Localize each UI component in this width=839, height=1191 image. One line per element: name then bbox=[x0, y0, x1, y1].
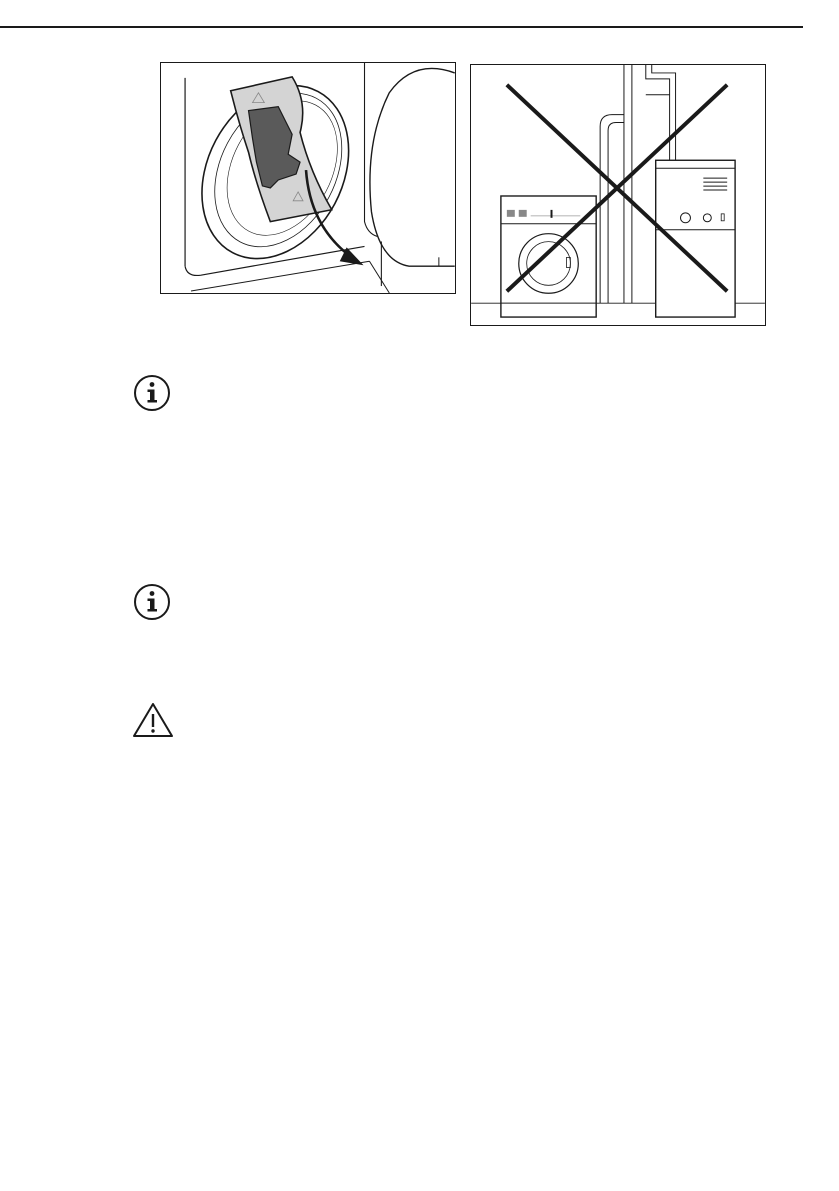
warning-icon bbox=[132, 702, 174, 738]
figure-no-stacking bbox=[470, 64, 766, 326]
info-icon bbox=[133, 374, 171, 412]
dryer-door-packaging-illustration bbox=[161, 63, 455, 293]
info-icon bbox=[133, 583, 171, 621]
header-rule bbox=[0, 26, 803, 28]
stacked-appliances-crossed-illustration bbox=[471, 65, 765, 325]
figure-remove-packaging bbox=[160, 62, 456, 294]
